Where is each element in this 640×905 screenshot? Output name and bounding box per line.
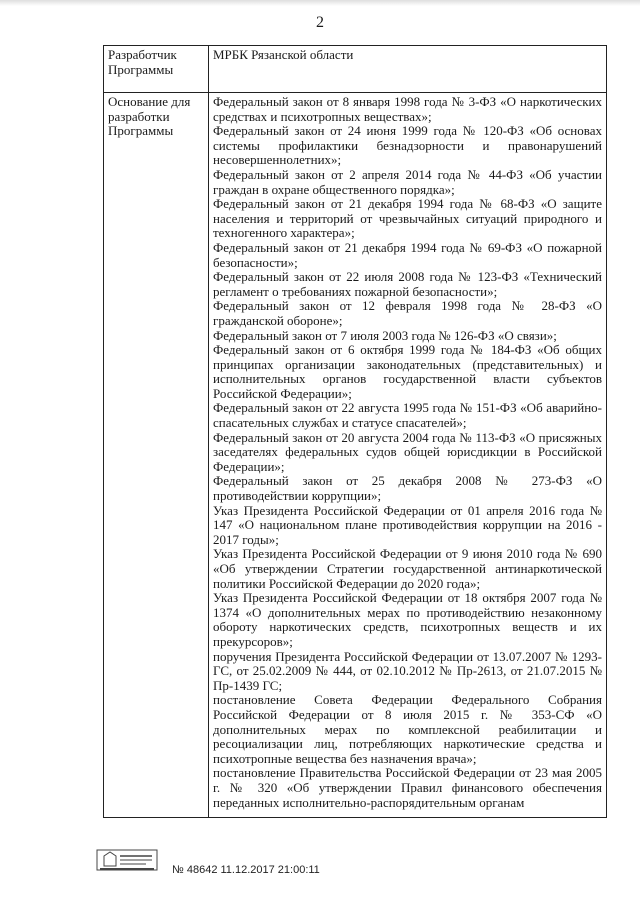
list-item: Федеральный закон от 12 февраля 1998 года № 28-ФЗ «О гражданской обороне»; [213, 298, 602, 328]
page-number: 2 [316, 14, 324, 31]
registration-footer [96, 846, 516, 880]
list-item: Федеральный закон от 2 апреля 2014 года № 44-ФЗ «Об участии граждан в охране общественного порядка»; [213, 166, 602, 197]
list-item: Федеральный закон от 21 декабря 1994 года № 68-ФЗ «О защите населения и территорий от чрезвычайных ситуаций природного и техногенного характера»; [213, 196, 602, 241]
registration-number: № 48642 11.12.2017 21:00:11 [172, 864, 320, 876]
list-item: Федеральный закон от 6 октября 1999 года № 184-ФЗ «Об общих принципах организации законодательных (представительных) и исполнительных органов государственной власти субъектов Российской Федерации»; [213, 342, 602, 401]
list-item: поручения Президента Российской Федерации от 13.07.2007 № 1293-ГС, от 25.02.2009 № 444, от 02.10.2012 № Пр-2613, от 21.07.2015 № Пр-1439 ГС; [213, 648, 602, 693]
developer-label: Разработчик Программы [104, 46, 209, 93]
basis-label: Основание для разработки Программы [104, 93, 209, 818]
list-item: Федеральный закон от 22 июля 2008 года № 123-ФЗ «Технический регламент о требованиях пожарной безопасности»; [213, 269, 602, 299]
program-passport-table [103, 45, 607, 818]
list-item: Указ Президента Российской Федерации от 01 апреля 2016 года № 147 «О национальном плане противодействия коррупции на 2016 - 2017 годы»; [213, 502, 602, 547]
registry-stamp-icon [96, 846, 158, 874]
basis-list [209, 93, 607, 818]
list-item: Федеральный закон от 25 декабря 2008 № 273-ФЗ «О противодействии коррупции»; [213, 473, 602, 504]
table-row-developer [104, 46, 607, 93]
list-item: Федеральный закон от 8 января 1998 года № 3-ФЗ «О наркотических средствах и психотропных веществах»; [213, 94, 602, 124]
list-item: Федеральный закон от 7 июля 2003 года № 126-ФЗ «О связи»; [213, 327, 557, 343]
list-item: постановление Совета Федерации Федерального Собрания Российской Федерации от 8 июля 2015 г. № 353-СФ «О дополнительных мерах по комплексной реабилитации и ресоциализации лиц, потребляющих наркотические средства и психотропные вещества без назначения врача»; [213, 692, 602, 766]
list-item: Федеральный закон от 24 июня 1999 года № 120-ФЗ «Об основах системы профилактики безнадзорности и правонарушений несовершеннолетних»; [213, 123, 602, 168]
list-item: Федеральный закон от 20 августа 2004 года № 113-ФЗ «О присяжных заседателях федеральных судов общей юрисдикции в Российской Федерации»; [213, 429, 602, 474]
list-item: Указ Президента Российской Федерации от 18 октября 2007 года № 1374 «О дополнительных мерах по противодействию незаконному обороту наркотических средств, психотропных веществ и их прекурсоров»; [213, 590, 602, 649]
developer-value: МРБК Рязанской области [209, 46, 607, 93]
list-item: Федеральный закон от 21 декабря 1994 года № 69-ФЗ «О пожарной безопасности»; [213, 239, 602, 270]
list-item: Федеральный закон от 22 августа 1995 года № 151-ФЗ «Об аварийно-спасательных службах и статусе спасателей»; [213, 400, 602, 431]
list-item: Указ Президента Российской Федерации от 9 июня 2010 года № 690 «Об утверждении Стратегии государственной антинаркотической политики Российской Федерации до 2020 года»; [213, 546, 602, 591]
table-row-basis [104, 93, 607, 818]
scan-top-edge [0, 0, 640, 6]
list-item: постановление Правительства Российской Федерации от 23 мая 2005 г. № 320 «Об утверждении Правил финансового обеспечения переданных исполнительно-распорядительным органам [213, 765, 602, 810]
